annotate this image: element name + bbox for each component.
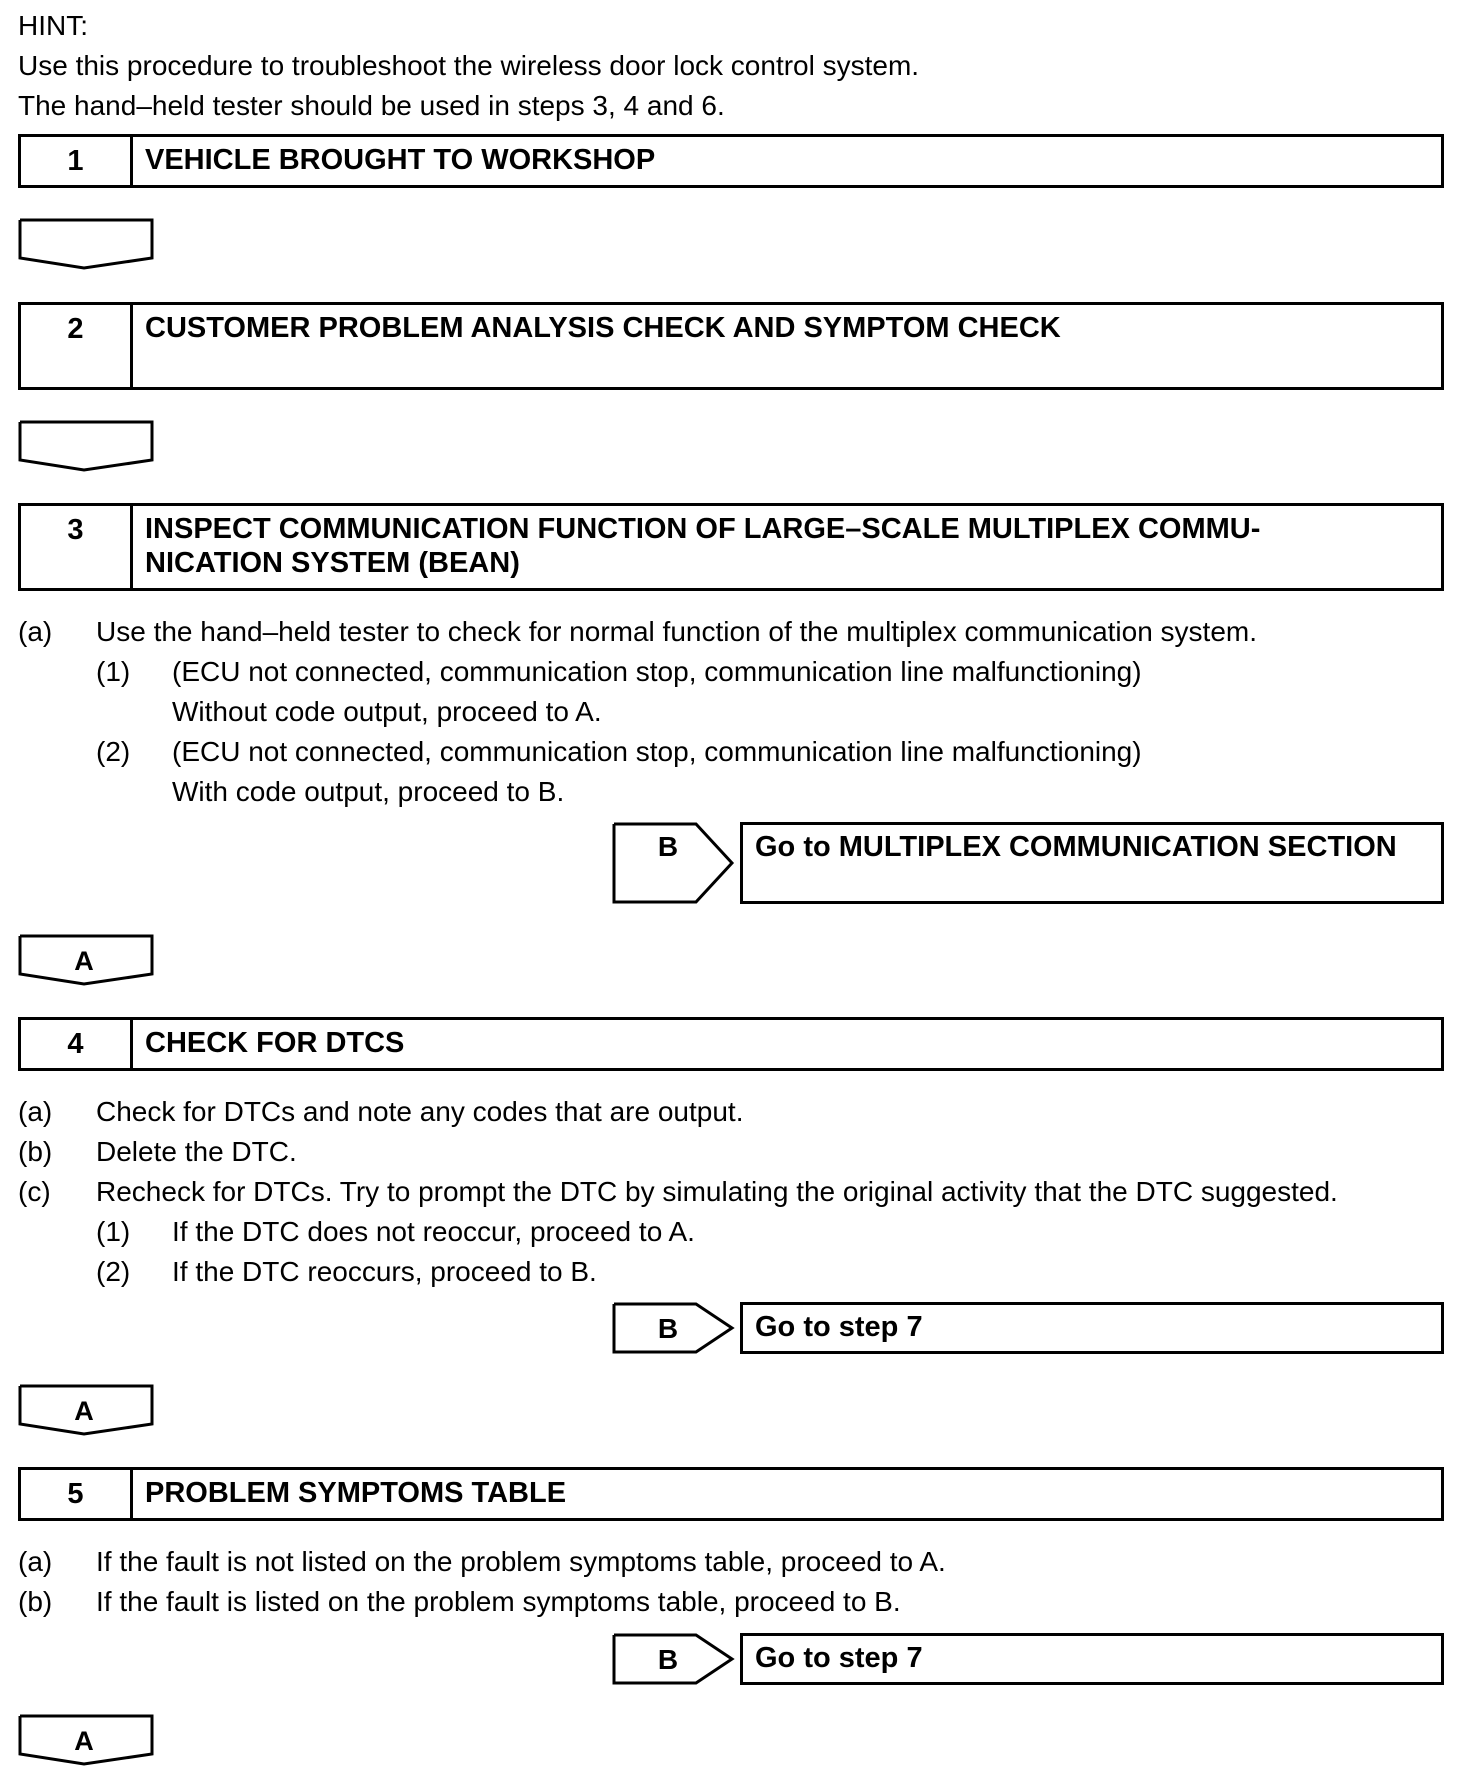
item-marker: (2): [96, 1256, 131, 1287]
branch-b-action: Go to step 7: [740, 1302, 1444, 1354]
item-continuation: Without code output, proceed to A.: [172, 696, 602, 727]
step-number: 5: [21, 1470, 133, 1518]
step-title-line-2: NICATION SYSTEM (BEAN): [145, 547, 520, 579]
item-text: (ECU not connected, communication stop, communication line malfunctioning): [172, 656, 1142, 687]
hint-line-2: The hand–held tester should be used in steps 3, 4 and 6.: [18, 90, 725, 121]
branch-a-label: A: [74, 1726, 94, 1756]
step-2-header: [18, 302, 1444, 390]
branch-a-arrow-icon: [18, 1714, 154, 1766]
branch-b-label: B: [657, 831, 679, 862]
down-arrow-icon: [18, 218, 154, 270]
branch-a-label: A: [74, 946, 94, 976]
hint-line-1: Use this procedure to troubleshoot the wireless door lock control system.: [18, 50, 920, 81]
item-text: Recheck for DTCs. Try to prompt the DTC by simulating the original activity that the DTC suggested.: [96, 1176, 1338, 1207]
item-marker: (2): [96, 736, 131, 767]
branch-a-label: A: [74, 1396, 94, 1426]
step-title-line-1: INSPECT COMMUNICATION FUNCTION OF LARGE–SCALE MULTIPLEX COMMU-: [145, 513, 1261, 545]
step-4-header: [18, 1017, 1444, 1071]
step-title: PROBLEM SYMPTOMS TABLE: [145, 1477, 567, 1509]
item-continuation: With code output, proceed to B.: [172, 776, 565, 807]
branch-b-action: Go to step 7: [740, 1633, 1444, 1685]
step-number: 4: [21, 1020, 133, 1068]
item-marker: (1): [96, 656, 131, 687]
step-title: CUSTOMER PROBLEM ANALYSIS CHECK AND SYMPTOM CHECK: [145, 312, 1061, 344]
branch-b-arrow-icon: [612, 1302, 736, 1384]
step-title: [133, 506, 1441, 588]
item-marker: (b): [18, 1586, 53, 1617]
item-text: If the DTC does not reoccur, proceed to A.: [172, 1216, 695, 1247]
step-number: 3: [21, 506, 133, 588]
step-title: VEHICLE BROUGHT TO WORKSHOP: [145, 144, 656, 176]
step-title: CHECK FOR DTCS: [145, 1027, 405, 1059]
step-3-header: [18, 503, 1444, 591]
item-text: Delete the DTC.: [96, 1136, 297, 1167]
item-marker: (b): [18, 1136, 53, 1167]
branch-b-label: B: [657, 1313, 679, 1344]
step-1-header: [18, 134, 1444, 188]
item-marker: (c): [18, 1176, 51, 1207]
item-text: (ECU not connected, communication stop, communication line malfunctioning): [172, 736, 1142, 767]
branch-b-label: B: [657, 1644, 679, 1675]
item-text: Check for DTCs and note any codes that are output.: [96, 1096, 744, 1127]
hint-label: HINT:: [18, 10, 88, 41]
branch-b-arrow-icon: [612, 1633, 736, 1715]
branch-b-action: Go to MULTIPLEX COMMUNICATION SECTION: [740, 822, 1444, 904]
item-text: If the DTC reoccurs, proceed to B.: [172, 1256, 597, 1287]
item-marker: (a): [18, 1546, 53, 1577]
item-marker: (a): [18, 1096, 53, 1127]
item-text: Use the hand–held tester to check for normal function of the multiplex communication system.: [96, 616, 1258, 647]
branch-a-arrow-icon: [18, 1384, 154, 1436]
step-number: 1: [21, 137, 133, 185]
branch-a-arrow-icon: [18, 934, 154, 986]
branch-b-arrow-icon: [612, 822, 736, 904]
item-marker: (1): [96, 1216, 131, 1247]
item-text: If the fault is listed on the problem symptoms table, proceed to B.: [96, 1586, 901, 1617]
step-5-header: [18, 1467, 1444, 1521]
step-number: 2: [21, 305, 133, 387]
down-arrow-icon: [18, 420, 154, 472]
item-text: If the fault is not listed on the problem symptoms table, proceed to A.: [96, 1546, 946, 1577]
item-marker: (a): [18, 616, 53, 647]
